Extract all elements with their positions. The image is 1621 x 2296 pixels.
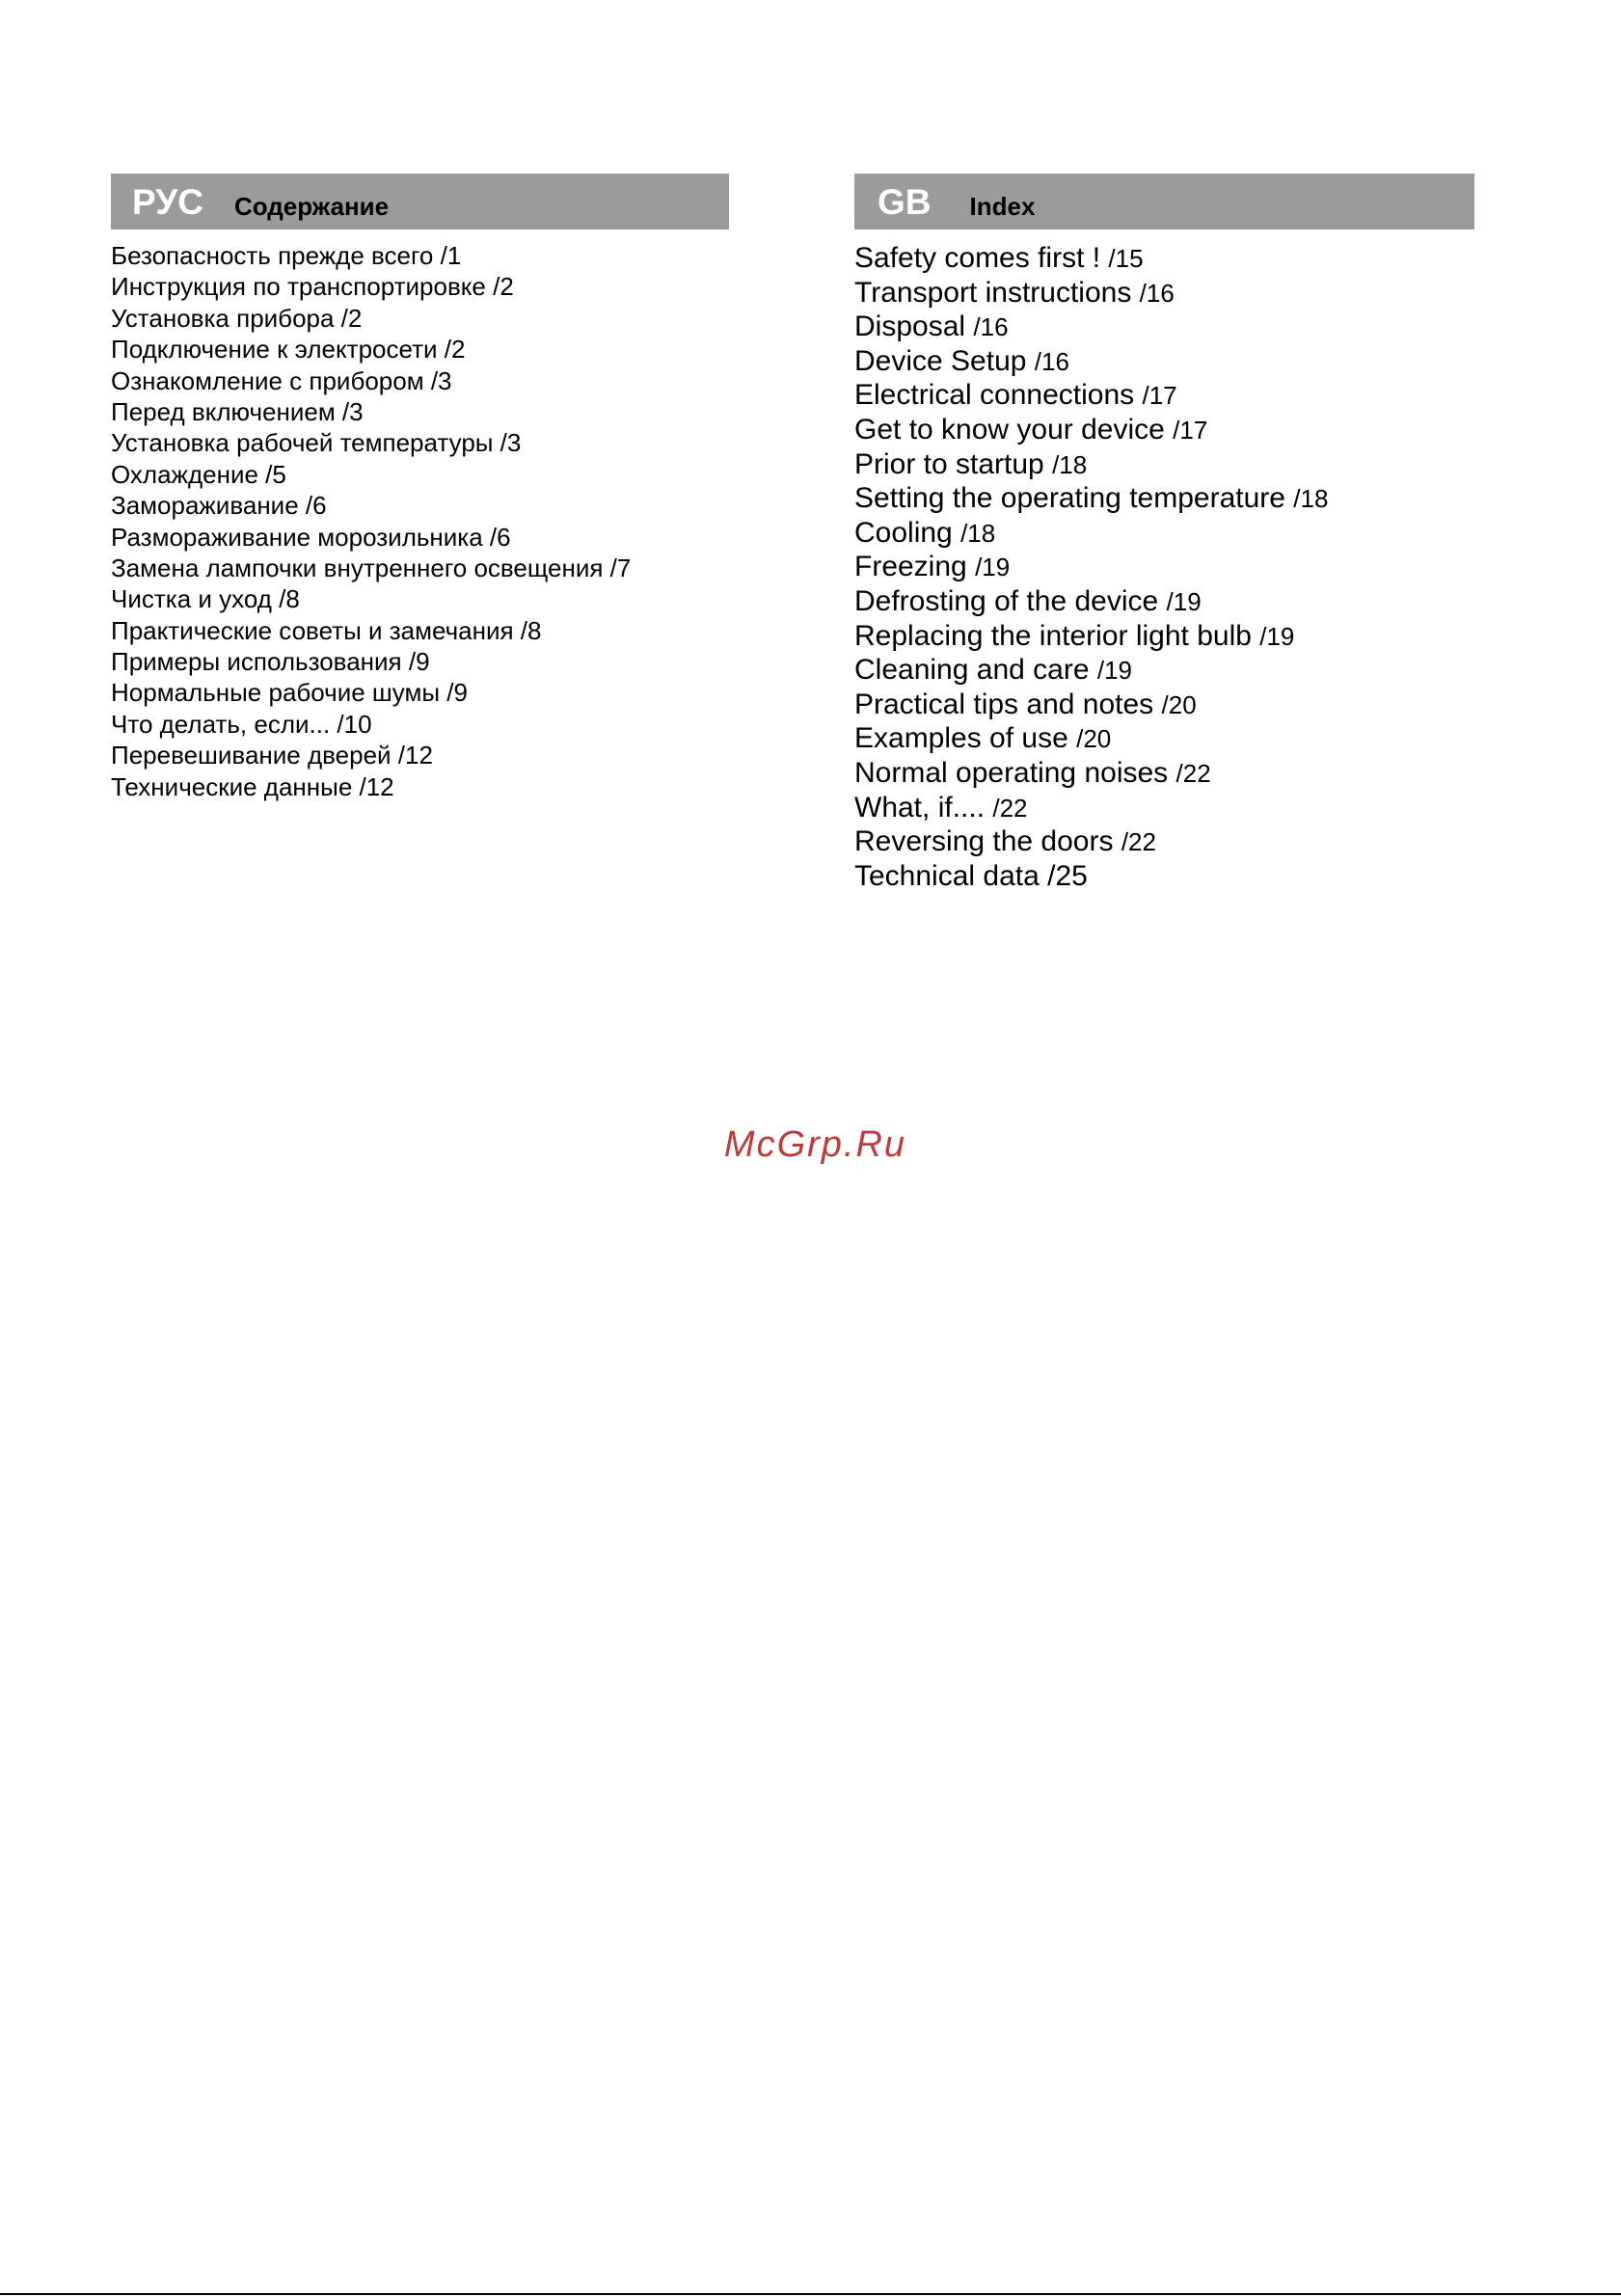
toc-entry-title: What, if.... bbox=[854, 791, 993, 824]
toc-entry-title: Normal operating noises bbox=[854, 756, 1176, 789]
toc-entry-page: /15 bbox=[1108, 244, 1144, 273]
toc-entry bbox=[854, 721, 1474, 756]
toc-entry-title: Safety comes first ! bbox=[854, 242, 1109, 274]
toc-entry-page: /16 bbox=[1139, 278, 1175, 308]
toc-entry-title: Cleaning and care bbox=[854, 654, 1097, 687]
toc-entry: Инструкция по транспортировке /2 bbox=[111, 272, 514, 302]
toc-entry bbox=[854, 653, 1474, 688]
toc-entry-title: Examples of use bbox=[854, 722, 1077, 755]
english-index-column bbox=[854, 174, 1474, 893]
toc-entry bbox=[854, 688, 1474, 722]
toc-entry: Нормальные рабочие шумы /9 bbox=[111, 678, 468, 708]
toc-entry: Замена лампочки внутреннего освещения /7 bbox=[111, 553, 632, 582]
toc-entry-page: /16 bbox=[1034, 346, 1069, 376]
toc-entry bbox=[854, 344, 1474, 379]
toc-entry-title: Practical tips and notes bbox=[854, 688, 1162, 720]
russian-language-code: РУС bbox=[132, 181, 203, 222]
toc-entry-title: Electrical connections bbox=[854, 379, 1143, 412]
toc-entry-title: Setting the operating temperature bbox=[854, 482, 1294, 515]
toc-entry bbox=[854, 481, 1474, 516]
toc-entry bbox=[854, 516, 1474, 551]
toc-entry-title: Transport instructions bbox=[854, 276, 1140, 309]
toc-entry bbox=[854, 310, 1474, 344]
toc-entry: Что делать, если... /10 bbox=[111, 709, 372, 739]
toc-entry-page: /16 bbox=[973, 312, 1009, 342]
toc-entry-page: /22 bbox=[992, 793, 1028, 823]
toc-entry-title: Freezing bbox=[854, 551, 976, 583]
toc-entry-page: /17 bbox=[1173, 415, 1208, 445]
english-index-list bbox=[854, 241, 1474, 893]
toc-entry: Чистка и уход /8 bbox=[111, 584, 300, 614]
toc-entry-page: 25 bbox=[1055, 859, 1088, 892]
toc-entry bbox=[854, 824, 1474, 859]
watermark-text: McGrp.Ru bbox=[723, 1124, 907, 1165]
toc-entry: Перед включением /3 bbox=[111, 396, 364, 426]
toc-entry-page: /18 bbox=[1293, 484, 1329, 514]
toc-entry-page: /20 bbox=[1076, 724, 1112, 754]
toc-entry-page: /19 bbox=[1166, 586, 1202, 616]
toc-entry bbox=[854, 241, 1474, 276]
toc-entry-title: Prior to startup bbox=[854, 447, 1053, 480]
toc-entry-title: Cooling bbox=[854, 516, 961, 549]
toc-entry bbox=[854, 756, 1474, 791]
toc-entry-title: Replacing the interior light bulb bbox=[854, 619, 1260, 652]
toc-entry: Примеры использования /9 bbox=[111, 647, 430, 677]
russian-contents-title: Содержание bbox=[233, 191, 390, 221]
page-bottom-rule bbox=[0, 2293, 1621, 2295]
russian-contents-column bbox=[111, 174, 729, 802]
toc-entry bbox=[854, 378, 1474, 413]
toc-entry bbox=[854, 619, 1474, 654]
toc-entry bbox=[854, 550, 1474, 584]
toc-entry-page: /17 bbox=[1142, 381, 1177, 411]
english-index-title: Index bbox=[969, 191, 1036, 221]
toc-entry: Охлаждение /5 bbox=[111, 459, 286, 489]
toc-entry bbox=[854, 413, 1474, 447]
toc-entry: Размораживание морозильника /6 bbox=[111, 522, 511, 552]
toc-entry: Подключение к электросети /2 bbox=[111, 335, 466, 365]
toc-entry-page: /18 bbox=[1052, 449, 1088, 479]
toc-entry-page: /18 bbox=[960, 518, 996, 548]
toc-entry bbox=[854, 447, 1474, 482]
english-language-code: GB bbox=[878, 181, 932, 222]
toc-entry-title: Defrosting of the device bbox=[854, 584, 1167, 617]
toc-entry bbox=[854, 791, 1474, 825]
toc-entry-page: /19 bbox=[1096, 656, 1132, 686]
toc-entry bbox=[854, 276, 1474, 311]
toc-entry: Замораживание /6 bbox=[111, 491, 327, 521]
english-index-header bbox=[854, 174, 1474, 230]
toc-entry-title: Disposal bbox=[854, 311, 974, 343]
toc-entry-page: /20 bbox=[1161, 689, 1197, 719]
russian-contents-header bbox=[111, 174, 729, 230]
toc-entry: Установка рабочей температуры /3 bbox=[111, 428, 522, 458]
toc-entry: Перевешивание дверей /12 bbox=[111, 741, 433, 770]
toc-entry-page: /22 bbox=[1121, 827, 1156, 857]
toc-entry: Технические данные /12 bbox=[111, 771, 394, 801]
toc-entry-title: Device Setup bbox=[854, 344, 1035, 377]
toc-entry: Установка прибора /2 bbox=[111, 303, 363, 333]
toc-entry bbox=[854, 584, 1474, 619]
toc-entry: Ознакомление с прибором /3 bbox=[111, 365, 452, 395]
toc-entry bbox=[854, 859, 1474, 894]
toc-entry: Практические советы и замечания /8 bbox=[111, 615, 542, 645]
toc-entry-page: /19 bbox=[1259, 621, 1295, 651]
toc-entry-title: Reversing the doors bbox=[854, 825, 1121, 858]
toc-entry: Безопасность прежде всего /1 bbox=[111, 241, 462, 270]
toc-entry-page: /22 bbox=[1175, 758, 1211, 788]
toc-entry-page: /19 bbox=[975, 553, 1011, 582]
toc-entry-title: Get to know your device bbox=[854, 413, 1174, 446]
russian-contents-list bbox=[111, 240, 729, 802]
toc-entry-title: Technical data / bbox=[854, 859, 1056, 892]
